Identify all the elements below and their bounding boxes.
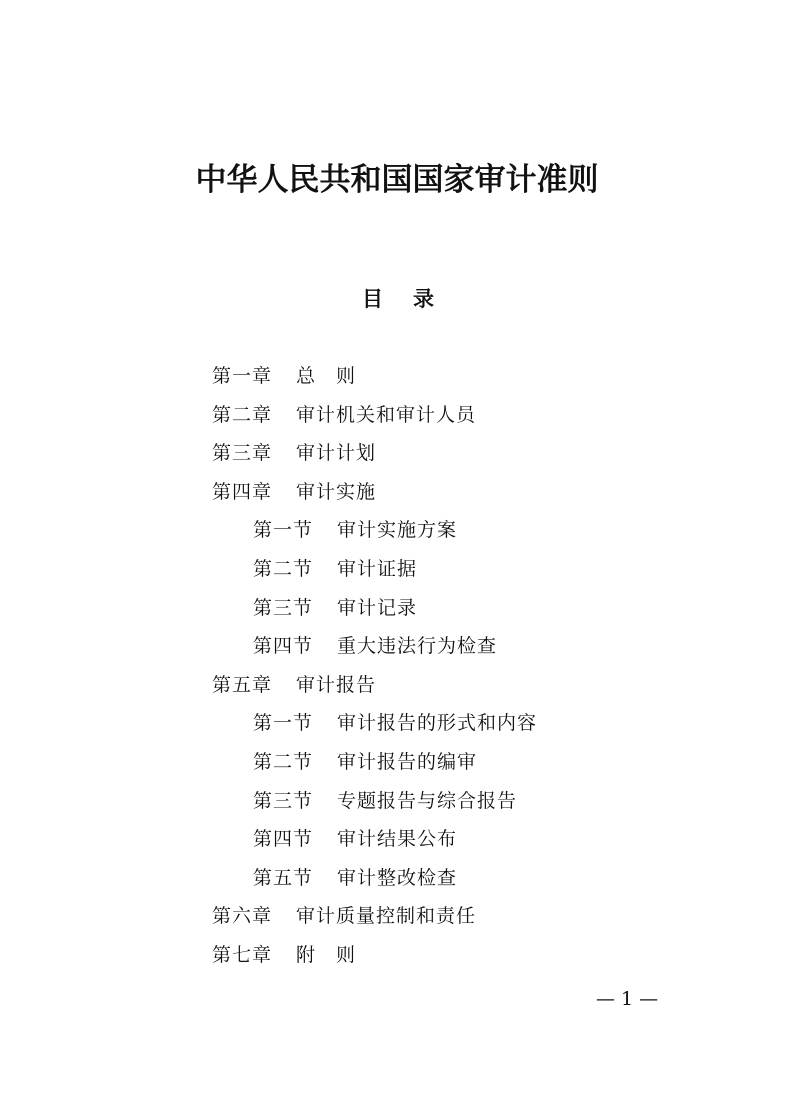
toc-entry-label: 审计质量控制和责任 <box>296 905 477 928</box>
document-title: 中华人民共和国国家审计准则 <box>195 162 599 198</box>
toc-entry-number: 第七章 <box>212 943 273 966</box>
toc-entry-chapter-4-section-4[interactable] <box>212 627 672 666</box>
toc-entry-number: 第四节 <box>253 828 314 851</box>
toc-entry-label: 审计记录 <box>337 596 418 619</box>
toc-entry-label: 审计报告的形式和内容 <box>337 712 538 735</box>
toc-entry-label: 附 则 <box>296 943 357 966</box>
toc-entry-chapter-5-section-4[interactable] <box>212 820 672 859</box>
toc-entry-chapter-4-section-1[interactable] <box>212 511 672 550</box>
toc-entry-number: 第一节 <box>253 519 314 542</box>
toc-entry-chapter-2[interactable] <box>212 396 672 435</box>
toc-entry-chapter-7[interactable] <box>212 936 672 975</box>
toc-entry-chapter-5-section-5[interactable] <box>212 859 672 898</box>
toc-entry-chapter-5-section-3[interactable] <box>212 782 672 821</box>
toc-entry-number: 第二节 <box>253 750 314 773</box>
toc-entry-label: 审计结果公布 <box>337 828 458 851</box>
toc-entry-number: 第四节 <box>253 635 314 658</box>
toc-entry-label: 重大违法行为检查 <box>337 635 498 658</box>
toc-entry-number: 第二节 <box>253 557 314 580</box>
toc-entry-number: 第六章 <box>212 905 273 928</box>
toc-entry-label: 审计实施方案 <box>337 519 458 542</box>
toc-entry-number: 第二章 <box>212 403 273 426</box>
toc-entry-chapter-4-section-2[interactable] <box>212 550 672 589</box>
toc-entry-number: 第一节 <box>253 712 314 735</box>
toc-entry-chapter-4-section-3[interactable] <box>212 589 672 628</box>
toc-entry-number: 第一章 <box>212 365 273 387</box>
page-number: — 1 — <box>596 988 659 1010</box>
toc-entry-number: 第三节 <box>253 596 314 619</box>
toc-entry-chapter-4[interactable] <box>212 473 672 512</box>
toc-heading <box>362 284 434 314</box>
toc-entry-number: 第五节 <box>253 866 314 889</box>
toc-entry-label: 审计报告 <box>296 673 377 696</box>
toc-entry-chapter-6[interactable] <box>212 897 672 936</box>
toc-entry-chapter-1[interactable] <box>212 357 672 396</box>
toc-entry-label: 审计整改检查 <box>337 866 458 889</box>
toc-entry-label: 审计计划 <box>296 442 377 465</box>
toc-entry-label: 专题报告与综合报告 <box>337 789 518 812</box>
toc-entry-number: 第三节 <box>253 789 314 812</box>
toc-entry-number: 第四章 <box>212 480 273 503</box>
toc-entry-chapter-5-section-2[interactable] <box>212 743 672 782</box>
toc-heading-left: 目 <box>362 287 383 311</box>
toc-entry-number: 第五章 <box>212 673 273 696</box>
toc-entry-number: 第三章 <box>212 442 273 465</box>
toc-entry-chapter-5[interactable] <box>212 666 672 705</box>
toc-entry-label: 审计报告的编审 <box>337 750 478 773</box>
toc-entry-label: 审计机关和审计人员 <box>296 403 477 426</box>
toc-entry-label: 总 则 <box>296 365 357 387</box>
toc-heading-right: 录 <box>413 287 434 311</box>
toc-entry-chapter-5-section-1[interactable] <box>212 704 672 743</box>
toc-entry-label: 审计证据 <box>337 557 418 580</box>
toc-entry-label: 审计实施 <box>296 480 377 503</box>
table-of-contents <box>212 357 672 975</box>
toc-entry-chapter-3[interactable] <box>212 434 672 473</box>
